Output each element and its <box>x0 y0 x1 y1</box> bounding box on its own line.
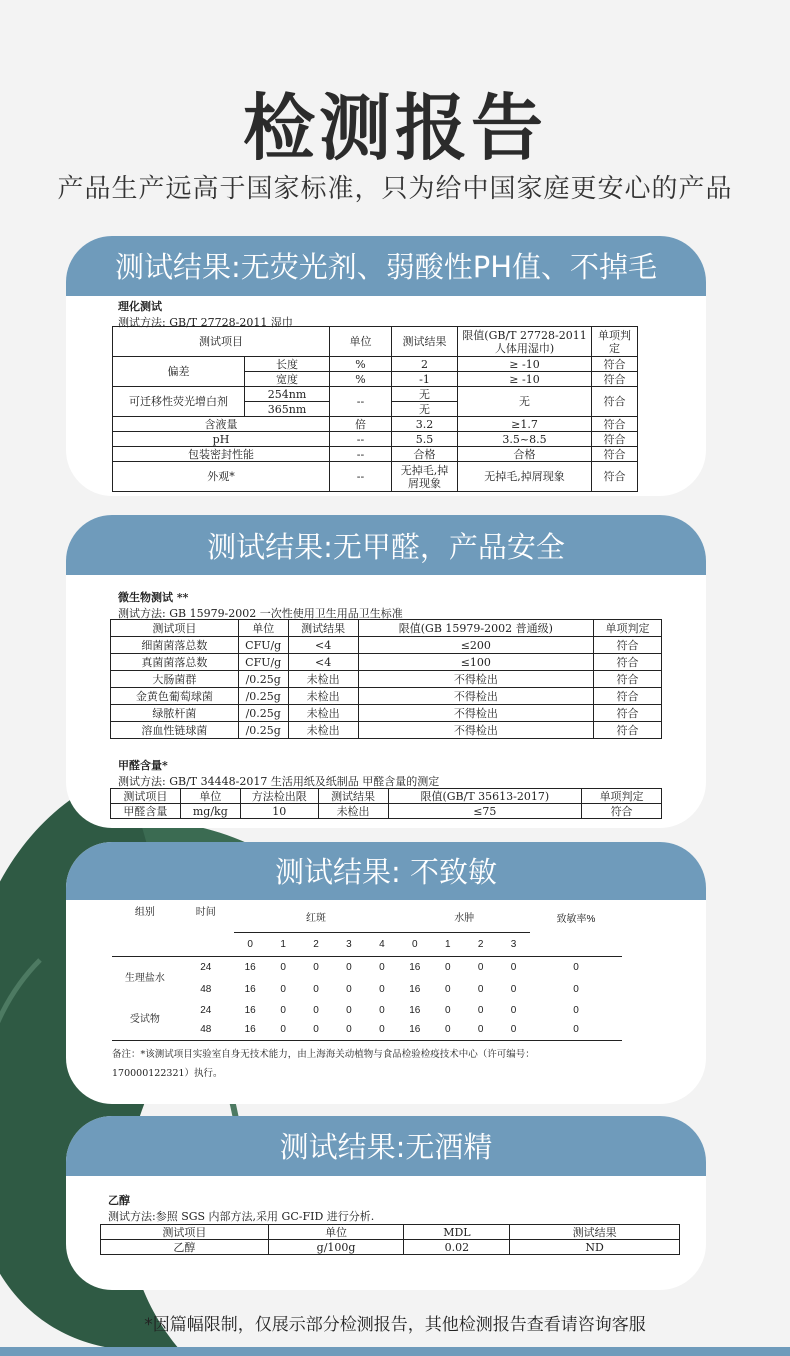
table-row: 细菌菌落总数 CFU/g <4 ≤200 符合 <box>111 637 662 654</box>
microbial-table: 测试项目 单位 测试结果 限值(GB 15979-2002 普通级) 单项判定 细菌菌落总数 CFU/g <4 ≤200 符合 真菌菌落总数 CFU/g <4 ≤100 符合 大肠菌群 /0.25g 未检出 不得检出 符合 金黄色葡萄球菌 /0.25g 未检出 不得检出 符合 绿脓杆菌 /0.25g 未检出 不得检出 符合 溶血性链球菌 /0.25g 未检出 不得检出 符合 <box>110 619 662 739</box>
alcohol-table: 测试项目 单位 MDL 测试结果 乙醇 g/100g 0.02 ND <box>100 1224 680 1255</box>
page-subtitle: 产品生产远高于国家标准，只为给中国家庭更安心的产品 <box>57 174 733 204</box>
section-heading: 甲醛含量* <box>118 759 168 772</box>
table-row: 大肠菌群 /0.25g 未检出 不得检出 符合 <box>111 671 662 688</box>
section-heading: 理化测试 <box>118 300 162 313</box>
card-header: 测试结果: 不致敏 <box>66 842 706 900</box>
test-method: 测试方法:参照 SGS 内部方法,采用 GC-FID 进行分析. <box>108 1210 375 1223</box>
card-sensitization <box>66 842 706 1104</box>
card-header: 测试结果:无荧光剂、弱酸性PH值、不掉毛 <box>66 236 706 296</box>
table-row: 绿脓杆菌 /0.25g 未检出 不得检出 符合 <box>111 705 662 722</box>
section-heading: 微生物测试 ** <box>118 591 189 604</box>
sensitization-table: 组别 时间 红斑 水肿 致敏率% 0 1 2 3 4 0 1 2 3 生理盐水 24 16 0 0 0 0 16 0 0 0 0 48 16 0 0 0 0 16 0 0 0 0 受试物 24 16 0 0 0 0 16 0 0 0 0 48 16 0 0 0 0 16 0 0 0 0 <box>112 906 622 1041</box>
table-row: 包装密封性能 -- 合格 合格 符合 <box>113 447 638 462</box>
table-row: 真菌菌落总数 CFU/g <4 ≤100 符合 <box>111 654 662 671</box>
page-title: 检测报告 <box>242 86 547 170</box>
table-row: 可迁移性荧光增白剂 254nm -- 无 无 符合 <box>113 387 638 402</box>
formaldehyde-table: 测试项目 单位 方法检出限 测试结果 限值(GB/T 35613-2017) 单项判定 甲醛含量 mg/kg 10 未检出 ≤75 符合 <box>110 788 662 819</box>
card-formaldehyde <box>66 515 706 828</box>
note-line: 备注：*该测试项目实验室自身无技术能力，由上海海关动植物与食品检验检疫技术中心（许可编号： <box>112 1049 535 1060</box>
table-row: 溶血性链球菌 /0.25g 未检出 不得检出 符合 <box>111 722 662 739</box>
card-physicochemical <box>66 236 706 496</box>
table-row: 甲醛含量 mg/kg 10 未检出 ≤75 符合 <box>111 804 662 819</box>
col-header: 限值(GB/T 27728-2011 人体用湿巾) <box>458 327 592 357</box>
section-heading: 乙醇 <box>108 1194 130 1207</box>
table-row: 48 16 0 0 0 0 16 0 0 0 0 <box>112 1020 622 1040</box>
table-row: 外观* -- 无掉毛,掉屑现象 无掉毛,掉屑现象 符合 <box>113 462 638 492</box>
table-row: 生理盐水 24 16 0 0 0 0 16 0 0 0 0 <box>124 961 579 984</box>
col-header: 单项判定 <box>592 327 638 357</box>
col-header: 测试结果 <box>392 327 458 357</box>
card-alcohol <box>66 1116 706 1290</box>
table-row: 乙醇 g/100g 0.02 ND <box>101 1240 680 1255</box>
note-line: 170000122321）执行。 <box>112 1068 223 1079</box>
table-row: pH -- 5.5 3.5~8.5 符合 <box>113 432 638 447</box>
physicochemical-table <box>112 326 638 492</box>
footnote: *因篇幅限制，仅展示部分检测报告，其他检测报告查看请咨询客服 <box>144 1315 646 1335</box>
card-header: 测试结果:无甲醛，产品安全 <box>66 515 706 575</box>
card-header: 测试结果:无酒精 <box>66 1116 706 1176</box>
table-row: 受试物 24 16 0 0 0 0 16 0 0 0 0 <box>129 1004 579 1026</box>
table-row: 偏差 长度 % 2 ≥ -10 符合 <box>113 357 638 372</box>
table-row: 宽度 % -1 ≥ -10 符合 <box>113 372 638 387</box>
test-method: 测试方法: GB/T 27728-2011 湿巾 <box>118 316 293 329</box>
table-row: 金黄色葡萄球菌 /0.25g 未检出 不得检出 符合 <box>111 688 662 705</box>
table-row: 含液量 倍 3.2 ≥1.7 符合 <box>113 417 638 432</box>
test-method: 测试方法: GB 15979-2002 一次性使用卫生用品卫生标准 <box>118 607 403 620</box>
col-header: 单位 <box>330 327 392 357</box>
table-row: 365nm 无 <box>113 402 638 417</box>
test-method: 测试方法: GB/T 34448-2017 生活用纸及纸制品 甲醛含量的测定 <box>118 775 440 788</box>
table-row: 48 16 0 0 0 0 16 0 0 0 0 <box>200 983 579 995</box>
bottom-accent-bar <box>0 1347 790 1356</box>
col-header: 测试项目 <box>113 327 330 357</box>
